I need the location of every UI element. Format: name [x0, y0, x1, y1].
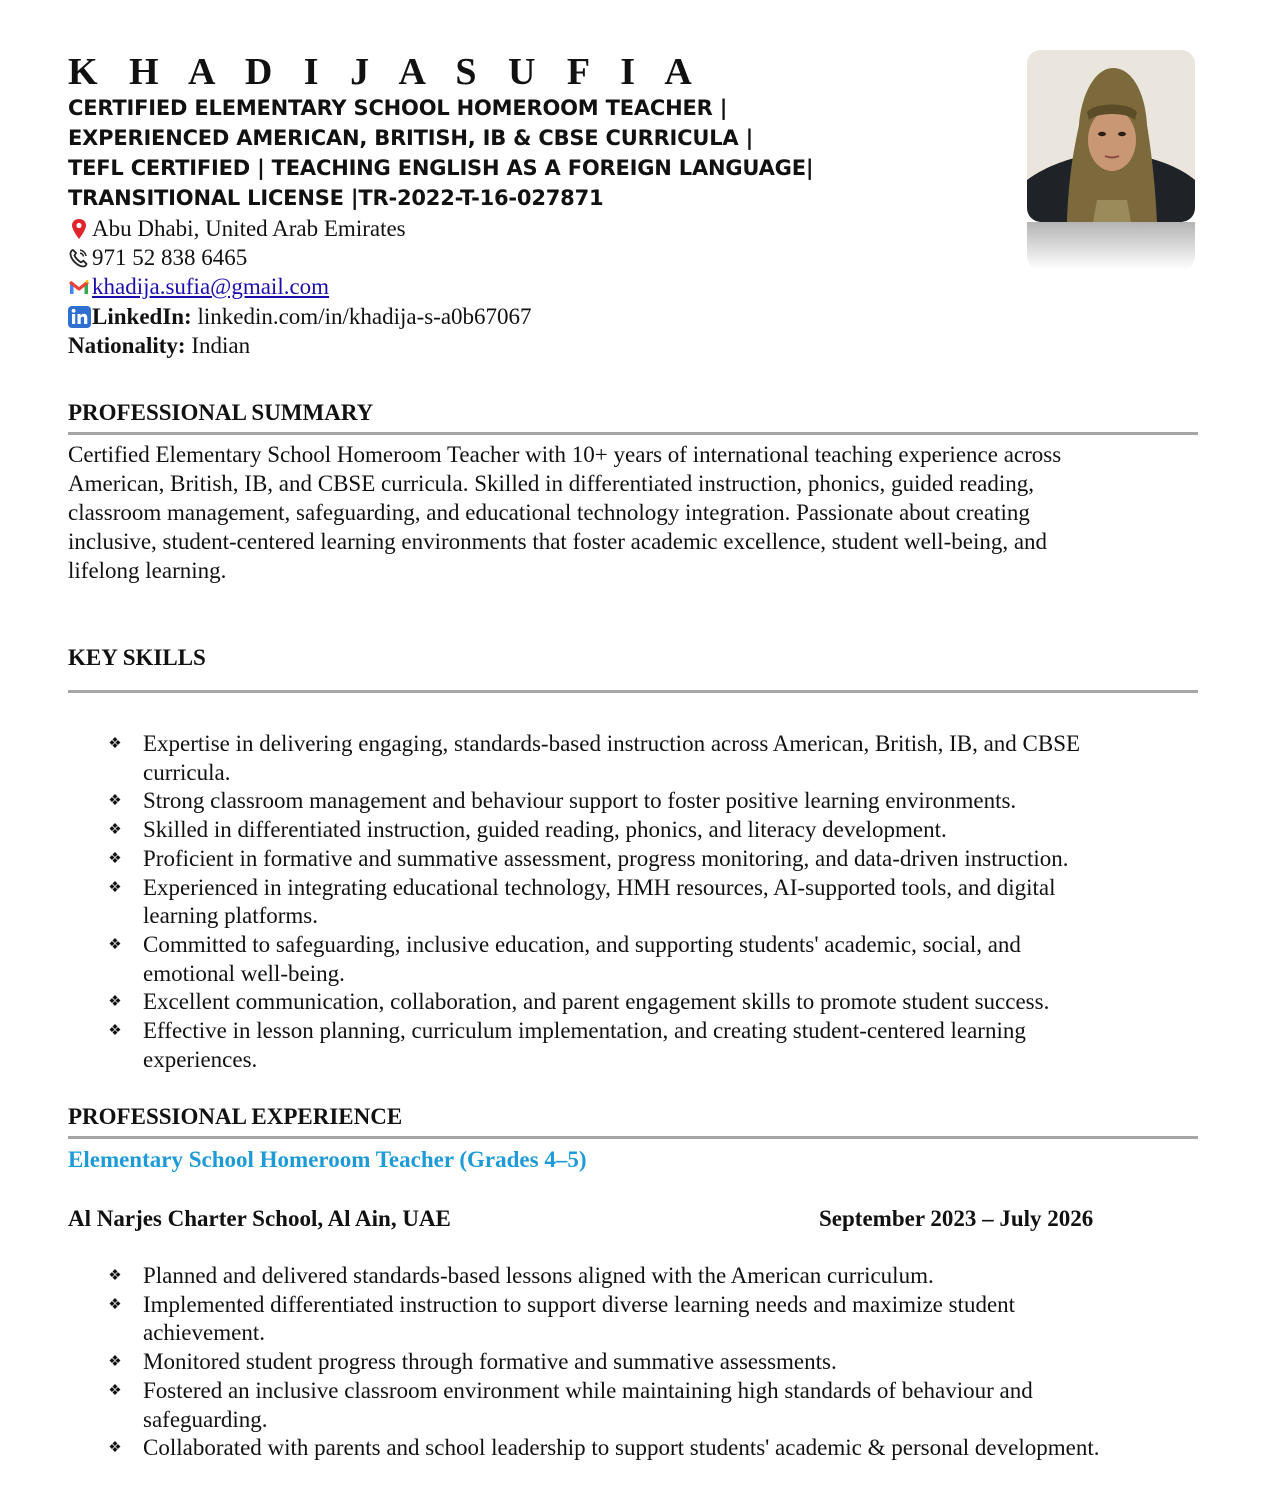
diamond-bullet-icon: ❖: [108, 1023, 122, 1040]
title-line-4: TRANSITIONAL LICENSE |TR-2022-T-16-027871: [68, 186, 604, 210]
phone-text: 971 52 838 6465: [92, 245, 248, 270]
linkedin-url: linkedin.com/in/khadija-s-a0b67067: [191, 304, 532, 329]
skill-item: ❖ Strong classroom management and behaviour support to foster positive learning environments.: [68, 787, 1080, 816]
title-line-1: CERTIFIED ELEMENTARY SCHOOL HOMEROOM TEACHER |: [68, 96, 728, 120]
job-title: Elementary School Homeroom Teacher (Grades 4–5): [68, 1147, 587, 1172]
phone-icon: [68, 246, 90, 270]
job-dates: September 2023 – July 2026: [819, 1206, 1094, 1231]
diamond-bullet-icon: ❖: [108, 936, 122, 953]
diamond-bullet-icon: ❖: [108, 793, 122, 810]
linkedin-icon: [68, 305, 90, 329]
diamond-bullet-icon: ❖: [108, 1296, 122, 1313]
summary-divider: [68, 432, 1198, 435]
diamond-bullet-icon: ❖: [108, 1268, 122, 1284]
job-organization: Al Narjes Charter School, Al Ain, UAE: [68, 1206, 451, 1231]
contact-nationality: [68, 331, 250, 360]
location-text: Abu Dhabi, United Arab Emirates: [92, 216, 406, 241]
title-line-2: EXPERIENCED AMERICAN, BRITISH, IB & CBSE CURRICULA |: [68, 126, 754, 150]
skill-item: ❖ Committed to safeguarding, inclusive education, and supporting students' academic, social, and emotional well-being.: [68, 931, 1080, 988]
summary-line: classroom management, safeguarding, and educational technology integration. Passionate about creating: [68, 500, 1030, 525]
title-line-3: TEFL CERTIFIED | TEACHING ENGLISH AS A FOREIGN LANGUAGE|: [68, 156, 814, 180]
profile-photo: [1027, 50, 1195, 222]
skill-item: ❖ Experienced in integrating educational technology, HMH resources, AI-supported tools, and digital learning platforms.: [68, 874, 1080, 931]
skill-item: ❖ Expertise in delivering engaging, standards-based instruction across American, British, IB, and CBSE curricula.: [68, 730, 1080, 787]
experience-item: ❖ Monitored student progress through formative and summative assessments.: [68, 1348, 1099, 1377]
skill-item: ❖ Proficient in formative and summative assessment, progress monitoring, and data-driven instruction.: [68, 845, 1080, 874]
summary-line: lifelong learning.: [68, 558, 227, 583]
contact-phone: [68, 243, 247, 272]
diamond-bullet-icon: ❖: [108, 736, 122, 752]
skills-heading: KEY SKILLS: [68, 645, 206, 670]
email-link[interactable]: khadija.sufia@gmail.com: [92, 274, 330, 299]
experience-item: ❖ Fostered an inclusive classroom environment while maintaining high standards of behaviour and safeguarding.: [68, 1377, 1099, 1434]
summary-heading: PROFESSIONAL SUMMARY: [68, 400, 374, 425]
diamond-bullet-icon: ❖: [108, 822, 122, 839]
summary-line: Certified Elementary School Homeroom Teacher with 10+ years of international teaching experience across: [68, 442, 1062, 467]
experience-divider: [68, 1136, 1198, 1139]
skills-divider: [68, 690, 1198, 693]
experience-item: ❖ Implemented differentiated instruction to support diverse learning needs and maximize student achievement.: [68, 1291, 1099, 1348]
gmail-icon: [68, 275, 90, 299]
photo-reflection: [1027, 222, 1195, 270]
diamond-bullet-icon: ❖: [108, 879, 122, 896]
diamond-bullet-icon: ❖: [108, 994, 122, 1011]
location-pin-icon: [68, 217, 90, 241]
experience-heading: PROFESSIONAL EXPERIENCE: [68, 1104, 403, 1129]
skill-item: ❖ Effective in lesson planning, curriculum implementation, and creating student-centered learning experiences.: [68, 1017, 1080, 1074]
summary-line: American, British, IB, and CBSE curricula. Skilled in differentiated instruction, phonics, guided reading,: [68, 471, 1035, 496]
diamond-bullet-icon: ❖: [108, 850, 122, 867]
skill-item: ❖ Skilled in differentiated instruction, guided reading, phonics, and literacy development.: [68, 816, 1080, 845]
linkedin-label: LinkedIn:: [92, 304, 192, 329]
skills-list: [68, 730, 1080, 1074]
diamond-bullet-icon: ❖: [108, 1354, 122, 1371]
diamond-bullet-icon: ❖: [108, 1382, 122, 1399]
experience-item: ❖ Collaborated with parents and school leadership to support students' academic & personal development.: [68, 1434, 1099, 1463]
contact-email: [68, 272, 329, 301]
summary-line: inclusive, student-centered learning environments that foster academic excellence, student well-being, and: [68, 529, 1048, 554]
skill-item: ❖ Excellent communication, collaboration, and parent engagement skills to promote student success.: [68, 988, 1080, 1017]
nationality-value: Indian: [185, 333, 251, 358]
contact-location: [68, 214, 406, 243]
candidate-name: K H A D I J A S U F I A: [68, 51, 703, 93]
experience-list: [68, 1262, 1099, 1463]
nationality-label: Nationality:: [68, 333, 186, 358]
summary-paragraph: [68, 440, 1183, 585]
diamond-bullet-icon: ❖: [108, 1440, 122, 1457]
contact-linkedin: [68, 302, 532, 331]
experience-item: ❖ Planned and delivered standards-based lessons aligned with the American curriculum.: [68, 1262, 1099, 1291]
